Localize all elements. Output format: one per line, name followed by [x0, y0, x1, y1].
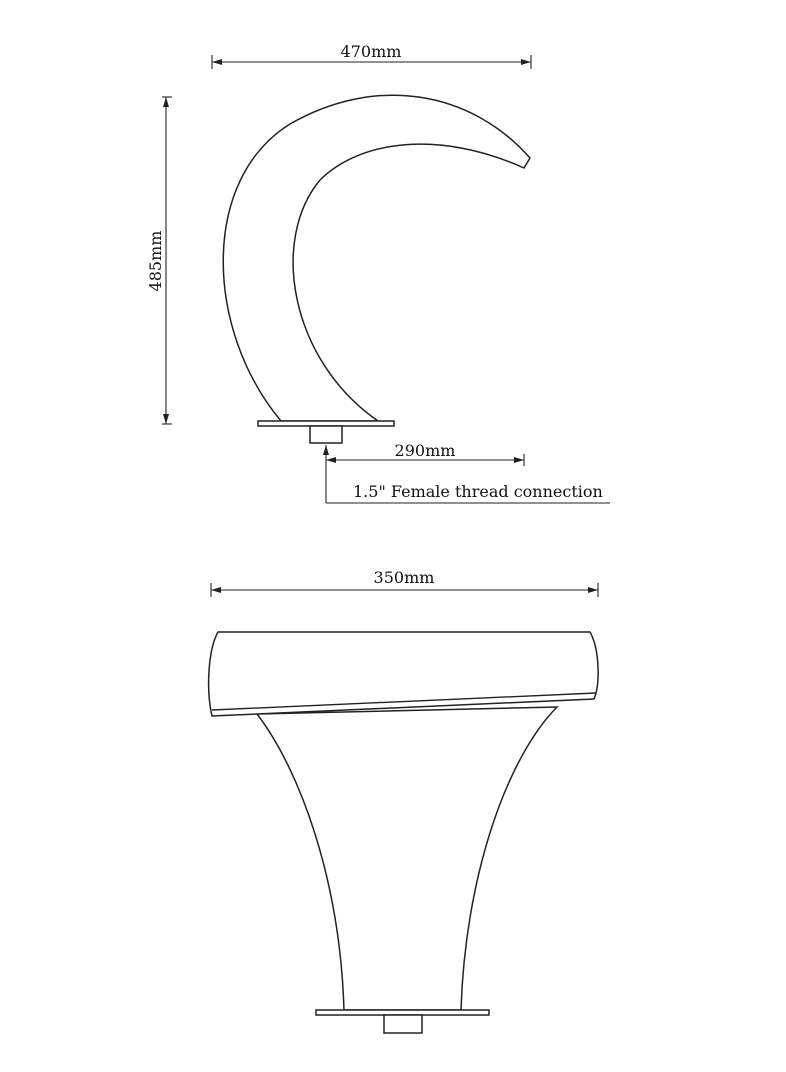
side-thread-stub: [310, 426, 342, 443]
crescent-spout: [223, 95, 530, 421]
top-lip: [209, 632, 598, 716]
width-dimension: [212, 42, 531, 69]
side-view: [146, 42, 610, 503]
front-width-label: 350mm: [373, 568, 435, 587]
front-view: [209, 568, 598, 1033]
height-dimension: [146, 97, 172, 424]
front-thread-stub: [384, 1015, 422, 1033]
flared-body: [257, 707, 557, 1010]
height-label: 485mm: [146, 230, 165, 292]
connection-callout: [326, 482, 610, 503]
connection-label: 1.5" Female thread connection: [353, 482, 603, 501]
width-label: 470mm: [340, 42, 402, 61]
offset-label: 290mm: [394, 441, 456, 460]
front-width-dimension: [211, 568, 598, 597]
